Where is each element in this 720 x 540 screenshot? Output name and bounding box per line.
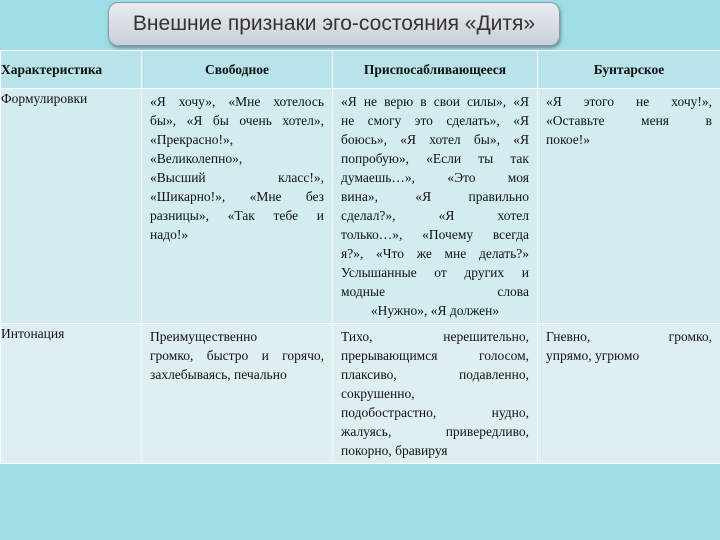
cell-text-line: Услышанные от других и [341, 265, 529, 280]
cell-text-line: жалуясь, привередливо, [341, 424, 529, 439]
cell-adapting-formulations [333, 89, 538, 324]
cell-rebel-formulations [538, 89, 720, 324]
title-box [108, 2, 560, 46]
cell-rebel-intonation [538, 324, 720, 464]
cell-text-line: бы», «Я бы очень хотел», [150, 113, 324, 128]
cell-text-line: попробую», «Если ты так [341, 151, 529, 166]
cell-text-line: упрямо, угрюмо [546, 348, 640, 363]
cell-free-formulations [142, 89, 333, 324]
cell-text-line: «Оставьте меня в [546, 113, 712, 128]
cell-text-line: покорно, бравируя [341, 443, 448, 458]
cell-text-line: Преимущественно [150, 329, 258, 344]
cell-text-line: захлебываясь, печально [150, 367, 287, 382]
cell-text-line: «Я не верю в свои силы», «Я [341, 94, 529, 109]
table-row [1, 89, 720, 324]
header-characteristic: Характеристика [1, 51, 142, 89]
cell-text-line: «Шикарно!», «Мне без [150, 189, 324, 204]
row-label-formulations: Формулировки [1, 89, 142, 324]
cell-text-line: не смогу это сделать», «Я [341, 113, 529, 128]
cell-text-line: думаешь…», «Это моя [341, 170, 529, 185]
cell-text-line: я?», «Что же мне делать?» [341, 246, 529, 261]
row-label-intonation: Интонация [1, 324, 142, 464]
cell-adapting-intonation [333, 324, 538, 464]
cell-text-line: Гневно, громко, [546, 329, 712, 344]
header-rebel: Бунтарское [538, 51, 720, 89]
cell-text-line: Тихо, нерешительно, [341, 329, 529, 344]
cell-text-line: сокрушенно, [341, 386, 415, 401]
cell-text-line: плаксиво, подавленно, [341, 367, 529, 382]
cell-text-line: сделал?», «Я хотел [341, 208, 529, 223]
header-adapting: Приспосабливающееся [333, 51, 538, 89]
cell-text-line: громко, быстро и горячо, [150, 348, 324, 363]
cell-text-line: «Прекрасно!», [150, 132, 234, 147]
cell-text-line: прерывающимся голосом, [341, 348, 529, 363]
cell-text-line: только…», «Почему всегда [341, 227, 529, 242]
cell-text-line: вина», «Я правильно [341, 189, 529, 204]
cell-text-line: боюсь», «Я хотел бы», «Я [341, 132, 529, 147]
cell-free-intonation [142, 324, 333, 464]
characteristics-table [0, 50, 720, 464]
header-free: Свободное [142, 51, 333, 89]
cell-text-line: «Я этого не хочу!», [546, 94, 712, 109]
slide-title: Внешние признаки эго-состояния «Дитя» [132, 12, 536, 35]
cell-text-line: подобострастно, нудно, [341, 405, 529, 420]
cell-text-line: модные слова [341, 284, 529, 299]
cell-text-line: покое!» [546, 132, 591, 147]
table-row [1, 324, 720, 464]
cell-text-line: «Нужно», «Я должен» [370, 303, 500, 318]
table-header-row [1, 51, 720, 89]
cell-text-line: разницы», «Так тебе и [150, 208, 324, 223]
cell-text-line: «Я хочу», «Мне хотелось [150, 94, 324, 109]
cell-text-line: «Высший класс!», [150, 170, 324, 185]
cell-text-line: надо!» [150, 227, 189, 242]
cell-text-line: «Великолепно», [150, 151, 243, 166]
